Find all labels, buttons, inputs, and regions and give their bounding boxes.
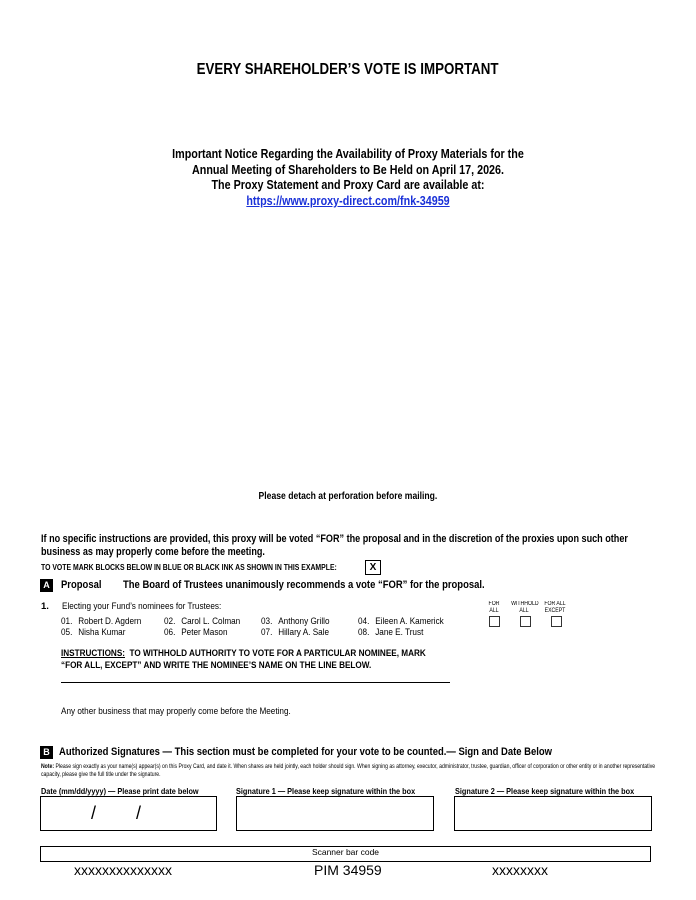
- for-all-except-checkbox[interactable]: [551, 616, 562, 627]
- proposal-item-number: 1.: [41, 601, 49, 612]
- signature-2-label: Signature 2 — Please keep signature within the box: [455, 786, 635, 796]
- notice-line-1: Important Notice Regarding the Availability of Proxy Materials for the: [172, 147, 524, 161]
- date-field[interactable]: [40, 796, 217, 831]
- withhold-all-checkbox[interactable]: [520, 616, 531, 627]
- example-mark-box: X: [365, 560, 381, 575]
- for-all-checkbox[interactable]: [489, 616, 500, 627]
- section-a-badge: A: [40, 579, 53, 592]
- withhold-instructions-label: INSTRUCTIONS:: [61, 648, 126, 659]
- proposal-item-text: Electing your Fund’s nominees for Trustees:: [62, 601, 222, 612]
- nominee-item: 05. Nisha Kumar: [61, 627, 126, 638]
- nominee-item: 04. Eileen A. Kamerick: [358, 616, 444, 627]
- authorized-signatures-title: Authorized Signatures — This section must be completed for your vote to be counted.— Sign and Date Below: [59, 746, 553, 758]
- signature-2-field[interactable]: [454, 796, 652, 831]
- footer-center-code: PIM 34959: [314, 862, 382, 878]
- section-b-badge: B: [40, 746, 53, 759]
- scanner-bar-code-label: Scanner bar code: [311, 847, 380, 857]
- withhold-instructions: INSTRUCTIONS: TO WITHHOLD AUTHORITY TO VOTE FOR A PARTICULAR NOMINEE, MARK “FOR ALL, EXCEPT” AND WRITE THE NOMINEE’S NAME ON THE LINE BELOW.: [61, 648, 426, 671]
- proxy-materials-notice: [0, 147, 696, 209]
- signature-note: Note: Please sign exactly as your name(s) appear(s) on this Proxy Card, and date it. When shares are held jointly, each holder should sign. When signing as attorney, executor, administrator, trustee, guardian, officer of corporation or other entity or in another representative capacity, please give the full title under the signature.: [41, 763, 656, 778]
- vote-mark-instruction: TO VOTE MARK BLOCKS BELOW IN BLUE OR BLACK INK AS SHOWN IN THIS EXAMPLE:: [41, 563, 337, 572]
- other-business-text: Any other business that may properly come before the Meeting.: [61, 706, 291, 717]
- nominee-item: 08. Jane E. Trust: [358, 627, 424, 638]
- signature-1-field[interactable]: [236, 796, 434, 831]
- date-slash: /: [136, 803, 142, 823]
- notice-line-3: The Proxy Statement and Proxy Card are available at:: [211, 178, 485, 193]
- board-recommendation: The Board of Trustees unanimously recommends a vote “FOR” for the proposal.: [123, 579, 485, 591]
- nominee-item: 06. Peter Mason: [164, 627, 228, 638]
- nominee-item: 02. Carol L. Colman: [164, 616, 241, 627]
- proposal-label: Proposal: [61, 579, 102, 591]
- nominee-item: 03. Anthony Grillo: [261, 616, 330, 627]
- nominee-exception-line[interactable]: [61, 682, 450, 683]
- col-head-for-all: FOR ALL: [488, 601, 500, 614]
- nominee-item: 07. Hillary A. Sale: [261, 627, 330, 638]
- footer-left-code: xxxxxxxxxxxxxx: [74, 862, 172, 878]
- date-slash: /: [91, 803, 97, 823]
- footer-right-code: xxxxxxxx: [492, 862, 548, 878]
- page-headline: EVERY SHAREHOLDER’S VOTE IS IMPORTANT: [197, 61, 499, 78]
- col-head-for-all-except: FOR ALL EXCEPT: [544, 601, 566, 614]
- signature-1-label: Signature 1 — Please keep signature within the box: [236, 786, 416, 796]
- date-label: Date (mm/dd/yyyy) — Please print date below: [41, 786, 199, 796]
- nominee-item: 01. Robert D. Agdern: [61, 616, 142, 627]
- voting-instructions: If no specific instructions are provided, this proxy will be voted “FOR” the proposal and in the discretion of the proxies upon such other business as may properly come before the meeting.: [41, 533, 628, 558]
- scanner-bar-code-box: [40, 846, 651, 862]
- proxy-materials-link[interactable]: https://www.proxy-direct.com/fnk-34959: [246, 193, 450, 208]
- col-head-withhold-all: WITHHOLD ALL: [511, 601, 539, 614]
- notice-line-2: Annual Meeting of Shareholders to Be Held on April 17, 2026.: [191, 162, 505, 177]
- detach-instruction: Please detach at perforation before mailing.: [258, 491, 438, 502]
